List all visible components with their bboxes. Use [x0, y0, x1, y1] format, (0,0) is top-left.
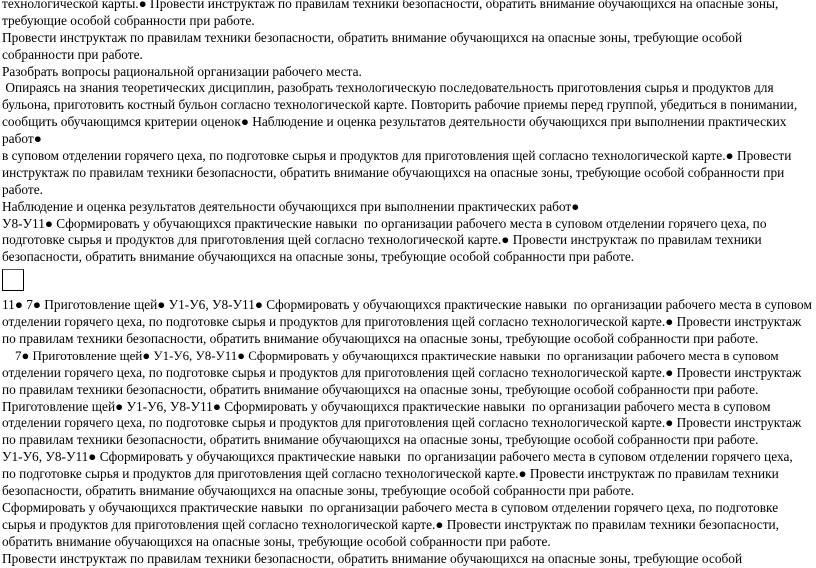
text-line: по подготовке сырья и продуктов для приготовления щей согласно технологической карте.● Провести инструктаж по правилам техники — [2, 466, 779, 482]
document-body — [2, 0, 814, 568]
text-line: по правилам техники безопасности, обратить внимание обучающихся на опасные зоны, требующие особой собранности при работе. — [2, 331, 759, 347]
text-line: по правилам техники безопасности, обратить внимание обучающихся на опасные зоны, требующие особой собранности при работе. — [2, 381, 759, 397]
text-line: инструктаж по правилам техники безопасности, обратить внимание обучающихся на опасные зоны, требующие особой собранности при — [2, 164, 785, 180]
text-line: У1-У6, У8-У11● Сформировать у обучающихся практические навыки по организации рабочего места в суповом отделении горячего цеха, — [2, 449, 793, 465]
text-line: Провести инструктаж по правилам техники безопасности, обратить внимание обучающихся на опасные зоны, требующие особой — [2, 550, 743, 566]
text-line: 11● 7● Приготовление щей● У1-У6, У8-У11● Сформировать у обучающихся практические навыки по организации рабочего места в суповом — [2, 297, 812, 313]
text-line: обратить внимание обучающихся на опасные зоны, требующие особой собранности при работе. — [2, 533, 551, 549]
text-line: собранности при работе. — [2, 46, 143, 62]
text-line: Приготовление щей● У1-У6, У8-У11● Сформировать у обучающихся практические навыки по организации рабочего места в суповом — [2, 398, 771, 414]
text-line: по правилам техники безопасности, обратить внимание обучающихся на опасные зоны, требующие особой собранности при работе. — [2, 432, 759, 448]
text-line: в суповом отделении горячего цеха, по подготовке сырья и продуктов для приготовления щей согласно технологической карте.● Провести — [2, 148, 792, 164]
text-line: Провести инструктаж по правилам техники безопасности, обратить внимание обучающихся на опасные зоны, требующие особой — [2, 29, 743, 45]
text-line: безопасности, обратить внимание обучающихся на опасные зоны, требующие особой собранности при работе. — [2, 249, 635, 265]
text-line: Наблюдение и оценка результатов деятельности обучающихся при выполнении практических работ● — [2, 198, 580, 214]
text-line: отделении горячего цеха, по подготовке сырья и продуктов для приготовления щей согласно технологической карте.● Провести инструктаж — [2, 364, 802, 380]
text-line: технологической карты.● Провести инструктаж по правилам техники безопасности, обратить внимание обучающихся на опасные зоны, — [2, 0, 779, 11]
text-line: бульона, приготовить костный бульон согласно технологической карте. Повторить рабочие приемы перед группой, убедиться в понимании, — [2, 97, 798, 113]
text-line: подготовке сырья и продуктов для приготовления щей согласно технологической карте.● Провести инструктаж по правилам техники — [2, 232, 762, 248]
text-line: Разобрать вопросы рациональной организации рабочего места. — [2, 63, 362, 79]
text-line: сообщить обучающимся критерии оценок● Наблюдение и оценка результатов деятельности обучающихся при выполнении практических — [2, 114, 787, 130]
text-line: Сформировать у обучающихся практические навыки по организации рабочего места в суповом отделении горячего цеха, по подготовке — [2, 499, 779, 515]
text-line: работе. — [2, 181, 44, 197]
text-line: 7● Приготовление щей● У1-У6, У8-У11● Сформировать у обучающихся практические навыки по организации рабочего места в суповом — [2, 347, 779, 363]
empty-checkbox-frame — [2, 269, 24, 291]
text-line: отделении горячего цеха, по подготовке сырья и продуктов для приготовления щей согласно технологической карте.● Провести инструктаж — [2, 314, 802, 330]
text-line: Опираясь на знания теоретических дисциплин, разобрать технологическую последовательность приготовления сырья и продуктов для — [2, 80, 774, 96]
text-line: требующие особой собранности при работе. — [2, 12, 255, 28]
text-line: отделении горячего цеха, по подготовке сырья и продуктов для приготовления щей согласно технологической карте.● Провести инструктаж — [2, 415, 802, 431]
text-line: работ● — [2, 131, 42, 147]
text-line: У8-У11● Сформировать у обучающихся практические навыки по организации рабочего места в суповом отделении горячего цеха, по — [2, 215, 767, 231]
text-line: сырья и продуктов для приготовления щей согласно технологической карте.● Провести инструктаж по правилам техники безопасности, — [2, 516, 780, 532]
text-line: безопасности, обратить внимание обучающихся на опасные зоны, требующие особой собранности при работе. — [2, 483, 635, 499]
